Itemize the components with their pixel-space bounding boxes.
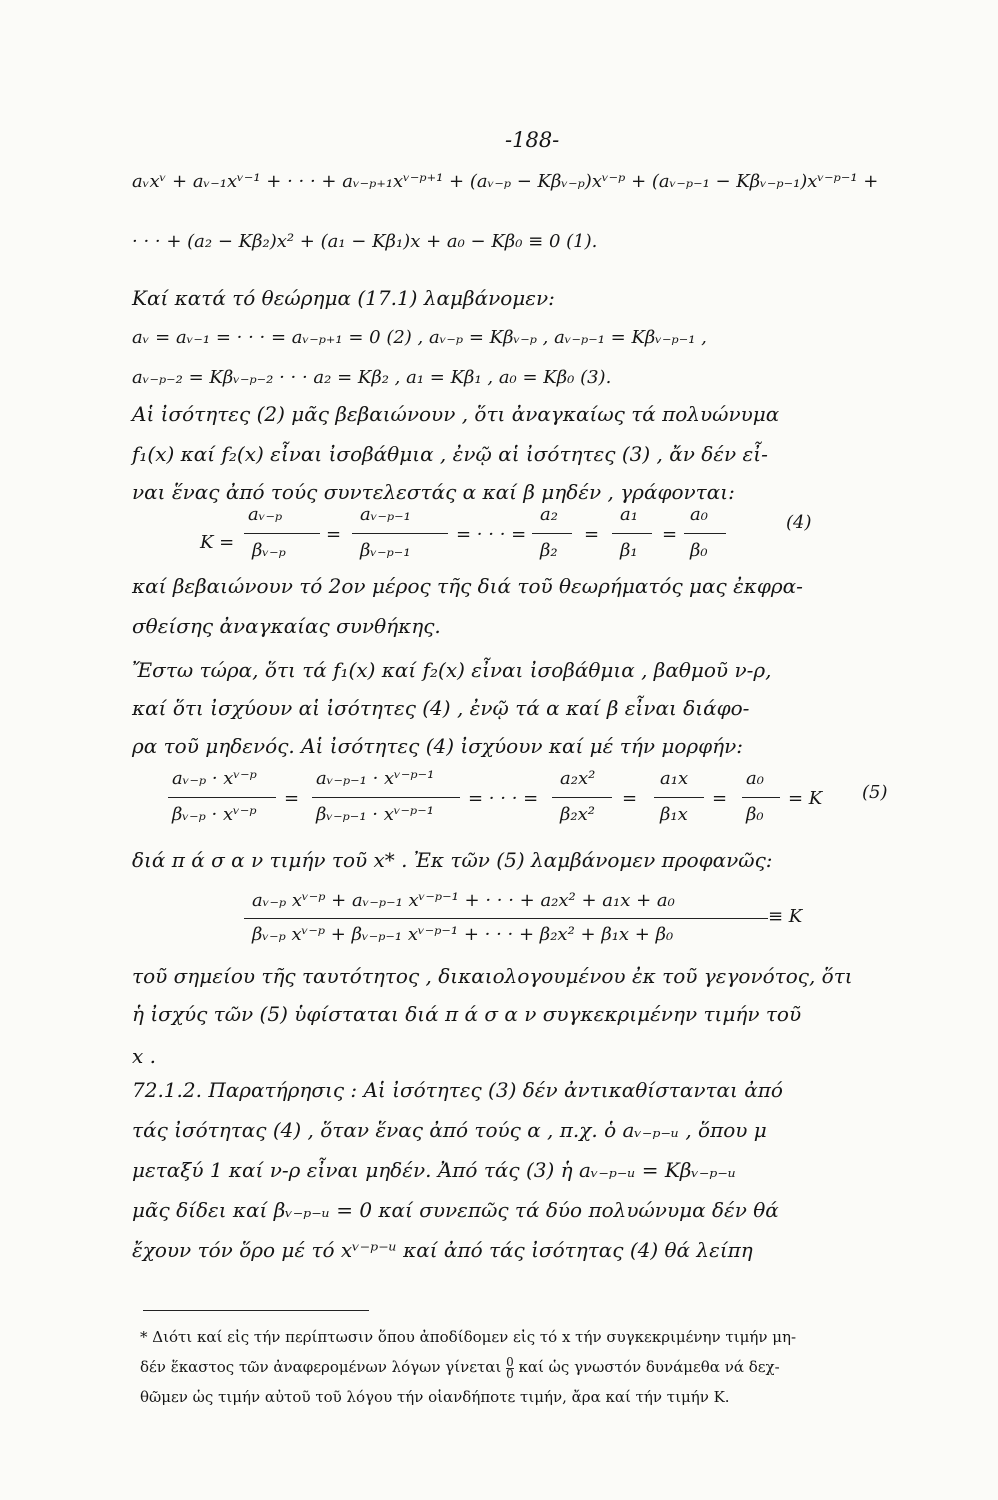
fraction-numerator: a₂ — [540, 504, 558, 525]
fraction-numerator: a₀ — [746, 768, 764, 789]
equation-1-line-2: · · · + (a₂ − Kβ₂)x² + (a₁ − Kβ₁)x + a₀ − Kβ₀ ≡ 0 (1). — [132, 231, 598, 252]
fraction-denominator: βᵥ₋ₚ xᵛ⁻ᵖ + βᵥ₋ₚ₋₁ xᵛ⁻ᵖ⁻¹ + · · · + β₂x² + β₁x + β₀ — [252, 924, 674, 945]
fraction-bar — [552, 797, 612, 798]
fraction-denominator: β₀ — [746, 804, 764, 825]
footnote-line-2: δέν ἕκαστος τῶν ἀναφερομένων λόγων γίνεται $\frac{0}{0}$ καί ὡς γνωστόν δυνάμεθα νά δεχ- — [140, 1354, 780, 1381]
equation-3: aᵥ₋ₚ₋₂ = Kβᵥ₋ₚ₋₂ · · · a₂ = Kβ₂ , a₁ = Kβ₁ , a₀ = Kβ₀ (3). — [132, 367, 612, 388]
fraction-bar — [168, 797, 276, 798]
fraction-numerator: a₁x — [660, 768, 689, 789]
text-line: μᾶς δίδει καί βᵥ₋ₚ₋ᵤ = 0 καί συνεπῶς τά δύο πολυώνυμα δέν θά — [132, 1198, 779, 1222]
text-line: f₁(x) καί f₂(x) εἶναι ἰσοβάθμια , ἐνῷ αἱ ἰσότητες (3) , ἄν δέν εἶ- — [132, 442, 768, 466]
fraction-bar — [312, 797, 460, 798]
text-line: διά π ά σ α ν τιμήν τοῦ x* . Ἐκ τῶν (5) λαμβάνομεν προφανῶς: — [132, 848, 773, 872]
fraction-numerator: aᵥ₋ₚ₋₁ · xᵛ⁻ᵖ⁻¹ — [316, 768, 435, 789]
page-number: -188- — [505, 128, 560, 152]
fraction-denominator: β₁x — [660, 804, 688, 825]
zero-over-zero-fraction: $\frac{0}{0}$ — [506, 1354, 514, 1381]
fraction-denominator: βᵥ₋ₚ — [252, 540, 286, 561]
text-line: ρα τοῦ μηδενός. Αἱ ἰσότητες (4) ἰσχύουν καί μέ τήν μορφήν: — [132, 734, 744, 758]
fraction-bar — [244, 533, 320, 534]
text-line: τάς ἰσότητας (4) , ὅταν ἕνας ἀπό τούς α , π.χ. ὁ aᵥ₋ₚ₋ᵤ , ὅπου μ — [132, 1118, 767, 1142]
fraction-bar — [684, 533, 726, 534]
text-line: ἡ ἰσχύς τῶν (5) ὑφίσταται διά π ά σ α ν συγκεκριμένην τιμήν τοῦ — [132, 1002, 802, 1026]
fraction-bar — [612, 533, 652, 534]
fraction-denominator: βᵥ₋ₚ₋₁ · xᵛ⁻ᵖ⁻¹ — [316, 804, 434, 825]
text-line: τοῦ σημείου τῆς ταυτότητος , δικαιολογουμένου ἐκ τοῦ γεγονότος, ὅτι — [132, 964, 853, 988]
fraction-bar — [742, 797, 780, 798]
equation-label: (4) — [786, 512, 812, 533]
text-line: ναι ἕνας ἀπό τούς συντελεστάς α καί β μηδέν , γράφονται: — [132, 480, 735, 504]
footnote-line-1: * Διότι καί εἰς τήν περίπτωσιν ὅπου ἀποδίδομεν εἰς τό x τήν συγκεκριμένην τιμήν μη- — [140, 1328, 797, 1346]
fraction-numerator: a₁ — [620, 504, 638, 525]
footnote-rule — [143, 1310, 369, 1311]
footnote-line-3: θῶμεν ὡς τιμήν αὐτοῦ τοῦ λόγου τήν οἱανδήποτε τιμήν, ἄρα καί τήν τιμήν K. — [140, 1388, 730, 1406]
equation-1-line-1: aᵥxᵛ + aᵥ₋₁xᵛ⁻¹ + · · · + aᵥ₋ₚ₊₁xᵛ⁻ᵖ⁺¹ + (aᵥ₋ₚ − Kβᵥ₋ₚ)xᵛ⁻ᵖ + (aᵥ₋ₚ₋₁ − Kβᵥ₋ₚ₋₁)xᵛ⁻ᵖ⁻¹ + — [132, 171, 879, 192]
fraction-numerator: a₀ — [690, 504, 708, 525]
text-line: καί ὅτι ἰσχύουν αἱ ἰσότητες (4) , ἐνῷ τά α καί β εἶναι διάφο- — [132, 696, 750, 720]
fraction-bar — [654, 797, 704, 798]
fraction-numerator: aᵥ₋ₚ₋₁ — [360, 504, 411, 525]
text-line: Καί κατά τό θεώρημα (17.1) λαμβάνομεν: — [132, 286, 555, 310]
fraction-numerator: aᵥ₋ₚ xᵛ⁻ᵖ + aᵥ₋ₚ₋₁ xᵛ⁻ᵖ⁻¹ + · · · + a₂x² + a₁x + a₀ — [252, 890, 675, 911]
text-line: x . — [132, 1044, 156, 1068]
fraction-bar — [244, 918, 768, 919]
fraction-denominator: β₀ — [690, 540, 708, 561]
fraction-denominator: β₂x² — [560, 804, 595, 825]
text-line: σθείσης ἀναγκαίας συνθήκης. — [132, 614, 441, 638]
fraction-denominator: βᵥ₋ₚ₋₁ — [360, 540, 411, 561]
text-line: καί βεβαιώνουν τό 2ον μέρος τῆς διά τοῦ θεωρήματός μας ἐκφρα- — [132, 574, 803, 598]
fraction-numerator: aᵥ₋ₚ — [248, 504, 283, 525]
fraction-numerator: aᵥ₋ₚ · xᵛ⁻ᵖ — [172, 768, 257, 789]
section-heading: 72.1.2. Παρατήρησις : Αἱ ἰσότητες (3) δέν ἀντικαθίστανται ἀπό — [132, 1078, 783, 1102]
document-page: -188- aᵥxᵛ + aᵥ₋₁xᵛ⁻¹ + · · · + aᵥ₋ₚ₊₁xᵛ⁻ᵖ⁺¹ + (aᵥ₋ₚ − Kβᵥ₋ₚ)xᵛ⁻ᵖ + (aᵥ₋ₚ₋₁ − Kβᵥ₋ₚ₋₁)xᵛ⁻ᵖ⁻¹ + · · · + (a₂ − Kβ₂)x² + (a₁ − Kβ₁)x + a₀ − Kβ₀ ≡ 0 (1). Καί κατά τό θεώρημα (17.1) λαμβάνομεν: aᵥ = aᵥ₋₁ = · · · = aᵥ₋ₚ₊₁ = 0 (2) , aᵥ₋ₚ = Kβᵥ₋ₚ , aᵥ₋ₚ₋₁ = Kβᵥ₋ₚ₋₁ , aᵥ₋ₚ₋₂ = Kβᵥ₋ₚ₋₂ · · · a₂ = Kβ₂ , a₁ = Kβ₁ , a₀ = Kβ₀ (3). Αἱ ἰσότητες (2) μᾶς βεβαιώνουν , ὅτι ἀναγκαίως τά πολυώνυμα f₁(x) καί f₂(x) εἶναι ἰσοβάθμια , ἐνῷ αἱ ἰσότητες (3) , ἄν δέν εἶ- ναι ἕνας ἀπό τούς συντελεστάς α καί β μηδέν , γράφονται: K = aᵥ₋ₚ βᵥ₋ₚ = aᵥ₋ₚ₋₁ βᵥ₋ₚ₋₁ = · · · = a₂ β₂ = a₁ β₁ = a₀ β₀ (4) καί βεβαιώνουν τό 2ον μέρος τῆς διά τοῦ θεωρήματός μας ἐκφρα- σθείσης ἀναγκαίας συνθήκης. Ἔστω τώρα, ὅτι τά f₁(x) καί f₂(x) εἶναι ἰσοβάθμια , βαθμοῦ ν-ρ, καί ὅτι ἰσχύουν αἱ ἰσότητες (4) , ἐνῷ τά α καί β εἶναι διάφο- ρα τοῦ μηδενός. Αἱ ἰσότητες (4) ἰσχύουν καί μέ τήν μορφήν: aᵥ₋ₚ · xᵛ⁻ᵖ βᵥ₋ₚ · xᵛ⁻ᵖ = aᵥ₋ₚ₋₁ · xᵛ⁻ᵖ⁻¹ βᵥ₋ₚ₋₁ · xᵛ⁻ᵖ⁻¹ = · · · = a₂x² β₂x² = a₁x β₁x = a₀ β₀ = K (5) διά π ά σ α ν τιμήν τοῦ x* . Ἐκ τῶν (5) λαμβάνομεν προφανῶς: aᵥ₋ₚ xᵛ⁻ᵖ + aᵥ₋ₚ₋₁ xᵛ⁻ᵖ⁻¹ + · · · + a₂x² + a₁x + a₀ βᵥ₋ₚ xᵛ⁻ᵖ + βᵥ₋ₚ₋₁ xᵛ⁻ᵖ⁻¹ + · · · + β₂x² + β₁x + β₀ ≡ K τοῦ σημείου τῆς ταυτότητος , δικαιολογουμένου ἐκ τοῦ γεγονότος, ὅτι ἡ ἰσχύς τῶν (5) ὑφίσταται διά π ά σ α ν συγκεκριμένην τιμήν τοῦ x . 72.1.2. Παρατήρησις : Αἱ ἰσότητες (3) δέν ἀντικαθίστανται ἀπό τάς ἰσότητας (4) , ὅταν ἕνας ἀπό τούς α , π.χ. ὁ aᵥ₋ₚ₋ᵤ , ὅπου μ μεταξύ 1 καί ν-ρ εἶναι μηδέν. Ἀπό τάς (3) ἡ aᵥ₋ₚ₋ᵤ = Kβᵥ₋ₚ₋ᵤ μᾶς δίδει καί βᵥ₋ₚ₋ᵤ = 0 καί συνεπῶς τά δύο πολυώνυμα δέν θά ἔχουν τόν ὅρο μέ τό xᵛ⁻ᵖ⁻ᵘ καί ἀπό τάς ἰσότητας (4) θά λείπη * Διότι καί εἰς τήν περίπτωσιν ὅπου ἀποδίδομεν εἰς τό x τήν συγκεκριμένην τιμήν μη- δέν ἕκαστος τῶν ἀναφερομένων λόγων γίνεται $\frac{0}{0}$ καί ὡς γνωστόν δυνάμεθα νά δεχ- θῶμεν ὡς τιμήν αὐτοῦ τοῦ λόγου τήν οἱανδήποτε τιμήν, ἄρα καί τήν τιμήν K. — [132, 128, 888, 1406]
text-line: Αἱ ἰσότητες (2) μᾶς βεβαιώνουν , ὅτι ἀναγκαίως τά πολυώνυμα — [132, 402, 780, 426]
fraction-numerator: a₂x² — [560, 768, 596, 789]
equation-2: aᵥ = aᵥ₋₁ = · · · = aᵥ₋ₚ₊₁ = 0 (2) , aᵥ₋ₚ = Kβᵥ₋ₚ , aᵥ₋ₚ₋₁ = Kβᵥ₋ₚ₋₁ , — [132, 327, 707, 348]
fraction-bar — [532, 533, 572, 534]
fraction-bar — [352, 533, 448, 534]
fraction-denominator: βᵥ₋ₚ · xᵛ⁻ᵖ — [172, 804, 257, 825]
fraction-denominator: β₂ — [540, 540, 558, 561]
text-line: ἔχουν τόν ὅρο μέ τό xᵛ⁻ᵖ⁻ᵘ καί ἀπό τάς ἰσότητας (4) θά λείπη — [132, 1238, 753, 1262]
fraction-denominator: β₁ — [620, 540, 638, 561]
text-line: μεταξύ 1 καί ν-ρ εἶναι μηδέν. Ἀπό τάς (3) ἡ aᵥ₋ₚ₋ᵤ = Kβᵥ₋ₚ₋ᵤ — [132, 1158, 736, 1182]
text-line: Ἔστω τώρα, ὅτι τά f₁(x) καί f₂(x) εἶναι ἰσοβάθμια , βαθμοῦ ν-ρ, — [132, 658, 772, 682]
equation-label: (5) — [862, 782, 888, 803]
